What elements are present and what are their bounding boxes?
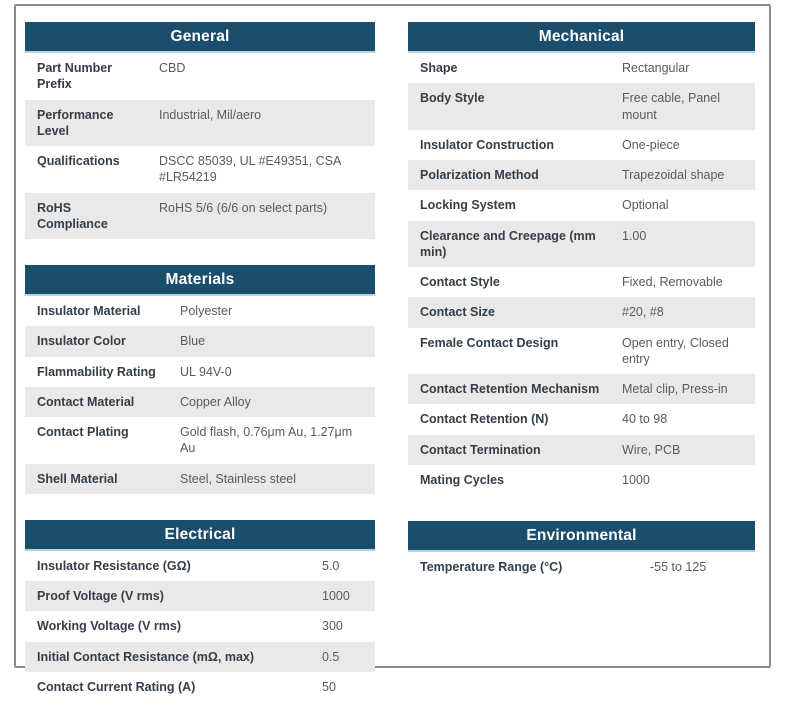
environmental-table-header: [408, 521, 755, 552]
table-row: [25, 193, 375, 240]
table-row: [25, 53, 375, 100]
spec-label: Performance Level: [37, 107, 114, 138]
spec-value: Rectangular: [622, 61, 690, 75]
table-row: [25, 642, 375, 672]
spec-value: Copper Alloy: [180, 394, 251, 409]
spec-label: Female Contact Design: [420, 335, 559, 350]
table-row: [25, 357, 375, 387]
spec-value: DSCC 85039, UL #E49351, CSA #LR54219: [159, 154, 341, 185]
table-row: [408, 552, 755, 582]
table-row: [408, 328, 755, 375]
spec-label: Proof Voltage (V rms): [37, 589, 164, 603]
spec-value: Gold flash, 0.76μm Au, 1.27μm Au: [180, 425, 353, 456]
table-row: [408, 374, 755, 404]
spec-value: CBD: [159, 61, 186, 75]
right-column: [408, 22, 755, 728]
spec-value: 50: [322, 679, 336, 694]
general-table-title: General: [170, 28, 230, 45]
spec-value: Free cable, Panel mount: [622, 91, 720, 122]
spec-label: Contact Termination: [420, 442, 541, 457]
table-row: [408, 130, 755, 160]
spec-label: Part Number Prefix: [37, 61, 113, 92]
table-row: [408, 465, 755, 495]
spec-value: Industrial, Mil/aero: [159, 107, 262, 122]
spec-value: 0.5: [322, 649, 340, 664]
electrical-table-header: [25, 520, 375, 551]
spec-value: Polyester: [180, 304, 233, 318]
mechanical-table-title: Mechanical: [538, 28, 625, 45]
table-row: [408, 53, 755, 83]
spec-value: 300: [322, 619, 343, 634]
spec-value: 1000: [622, 472, 650, 487]
spec-value: Optional: [622, 198, 669, 213]
table-row: [408, 160, 755, 190]
spec-value: Blue: [180, 334, 206, 349]
spec-value: Fixed, Removable: [622, 275, 723, 289]
mechanical-table: [408, 22, 755, 495]
spec-label: Shell Material: [37, 471, 118, 486]
materials-table: [25, 265, 375, 494]
spec-value: Steel, Stainless steel: [180, 471, 297, 486]
spec-label: Insulator Material: [37, 304, 141, 318]
mechanical-table-header: [408, 22, 755, 53]
electrical-table: [25, 520, 375, 702]
spec-label: Polarization Method: [420, 168, 539, 182]
table-row: [408, 190, 755, 220]
spec-label: Working Voltage (V rms): [37, 619, 182, 634]
spec-value: #20, #8: [622, 305, 664, 320]
environmental-table: [408, 521, 755, 582]
page-frame: [14, 4, 771, 694]
spec-label: Qualifications: [37, 154, 120, 168]
spec-value: Trapezoidal shape: [622, 168, 725, 182]
spec-label: Insulator Color: [37, 334, 126, 349]
two-column-layout: [25, 22, 760, 728]
spec-label: Mating Cycles: [420, 472, 505, 487]
table-row: [25, 296, 375, 326]
general-table: [25, 22, 375, 239]
spec-value: Open entry, Closed entry: [622, 335, 729, 366]
table-row: [25, 387, 375, 417]
table-row: [408, 221, 755, 268]
table-row: [408, 435, 755, 465]
spec-value: One-piece: [622, 137, 680, 152]
spec-value: Metal clip, Press-in: [622, 382, 728, 396]
electrical-table-title: Electrical: [164, 525, 236, 543]
spec-value: 1000: [322, 589, 350, 603]
spec-label: Contact Current Rating (A): [37, 679, 196, 694]
spec-label: Contact Retention Mechanism: [420, 382, 600, 396]
electrical-table-body: [25, 551, 375, 702]
spec-value: 40 to 98: [622, 412, 668, 427]
spec-value: UL 94V-0: [180, 364, 232, 379]
spec-label: Clearance and Creepage (mm min): [420, 228, 596, 259]
spec-label: Contact Plating: [37, 425, 129, 439]
spec-label: Locking System: [420, 198, 516, 213]
general-table-header: [25, 22, 375, 53]
spec-label: Flammability Rating: [37, 364, 156, 379]
table-row: [25, 326, 375, 356]
materials-table-title: Materials: [165, 271, 235, 288]
environmental-table-title: Environmental: [526, 527, 637, 544]
table-row: [408, 297, 755, 327]
spec-label: Insulator Resistance (GΩ): [37, 558, 191, 573]
spec-label: Initial Contact Resistance (mΩ, max): [37, 649, 255, 664]
spec-value: RoHS 5/6 (6/6 on select parts): [159, 200, 328, 215]
spec-value: -55 to 125: [650, 560, 707, 574]
spec-value: 1.00: [622, 228, 647, 243]
spec-label: Body Style: [420, 91, 485, 106]
materials-table-body: [25, 296, 375, 494]
spec-label: Insulator Construction: [420, 137, 555, 152]
spec-label: Contact Style: [420, 275, 500, 289]
table-row: [25, 672, 375, 702]
general-table-body: [25, 53, 375, 239]
spec-label: RoHS Compliance: [37, 200, 108, 231]
spec-label: Contact Size: [420, 305, 496, 320]
spec-value: Wire, PCB: [622, 442, 681, 457]
table-row: [25, 551, 375, 581]
mechanical-table-body: [408, 53, 755, 495]
environmental-table-body: [408, 552, 755, 582]
spec-label: Temperature Range (°C): [420, 560, 563, 574]
table-row: [25, 581, 375, 611]
spec-label: Shape: [420, 61, 458, 75]
table-row: [25, 611, 375, 641]
table-row: [25, 464, 375, 494]
table-row: [408, 267, 755, 297]
spec-value: 5.0: [322, 558, 340, 573]
table-row: [25, 417, 375, 464]
spec-label: Contact Retention (N): [420, 412, 549, 427]
table-row: [25, 146, 375, 193]
materials-table-header: [25, 265, 375, 296]
table-row: [408, 404, 755, 434]
left-column: [25, 22, 375, 728]
table-row: [408, 83, 755, 130]
spec-label: Contact Material: [37, 394, 135, 409]
table-row: [25, 100, 375, 147]
